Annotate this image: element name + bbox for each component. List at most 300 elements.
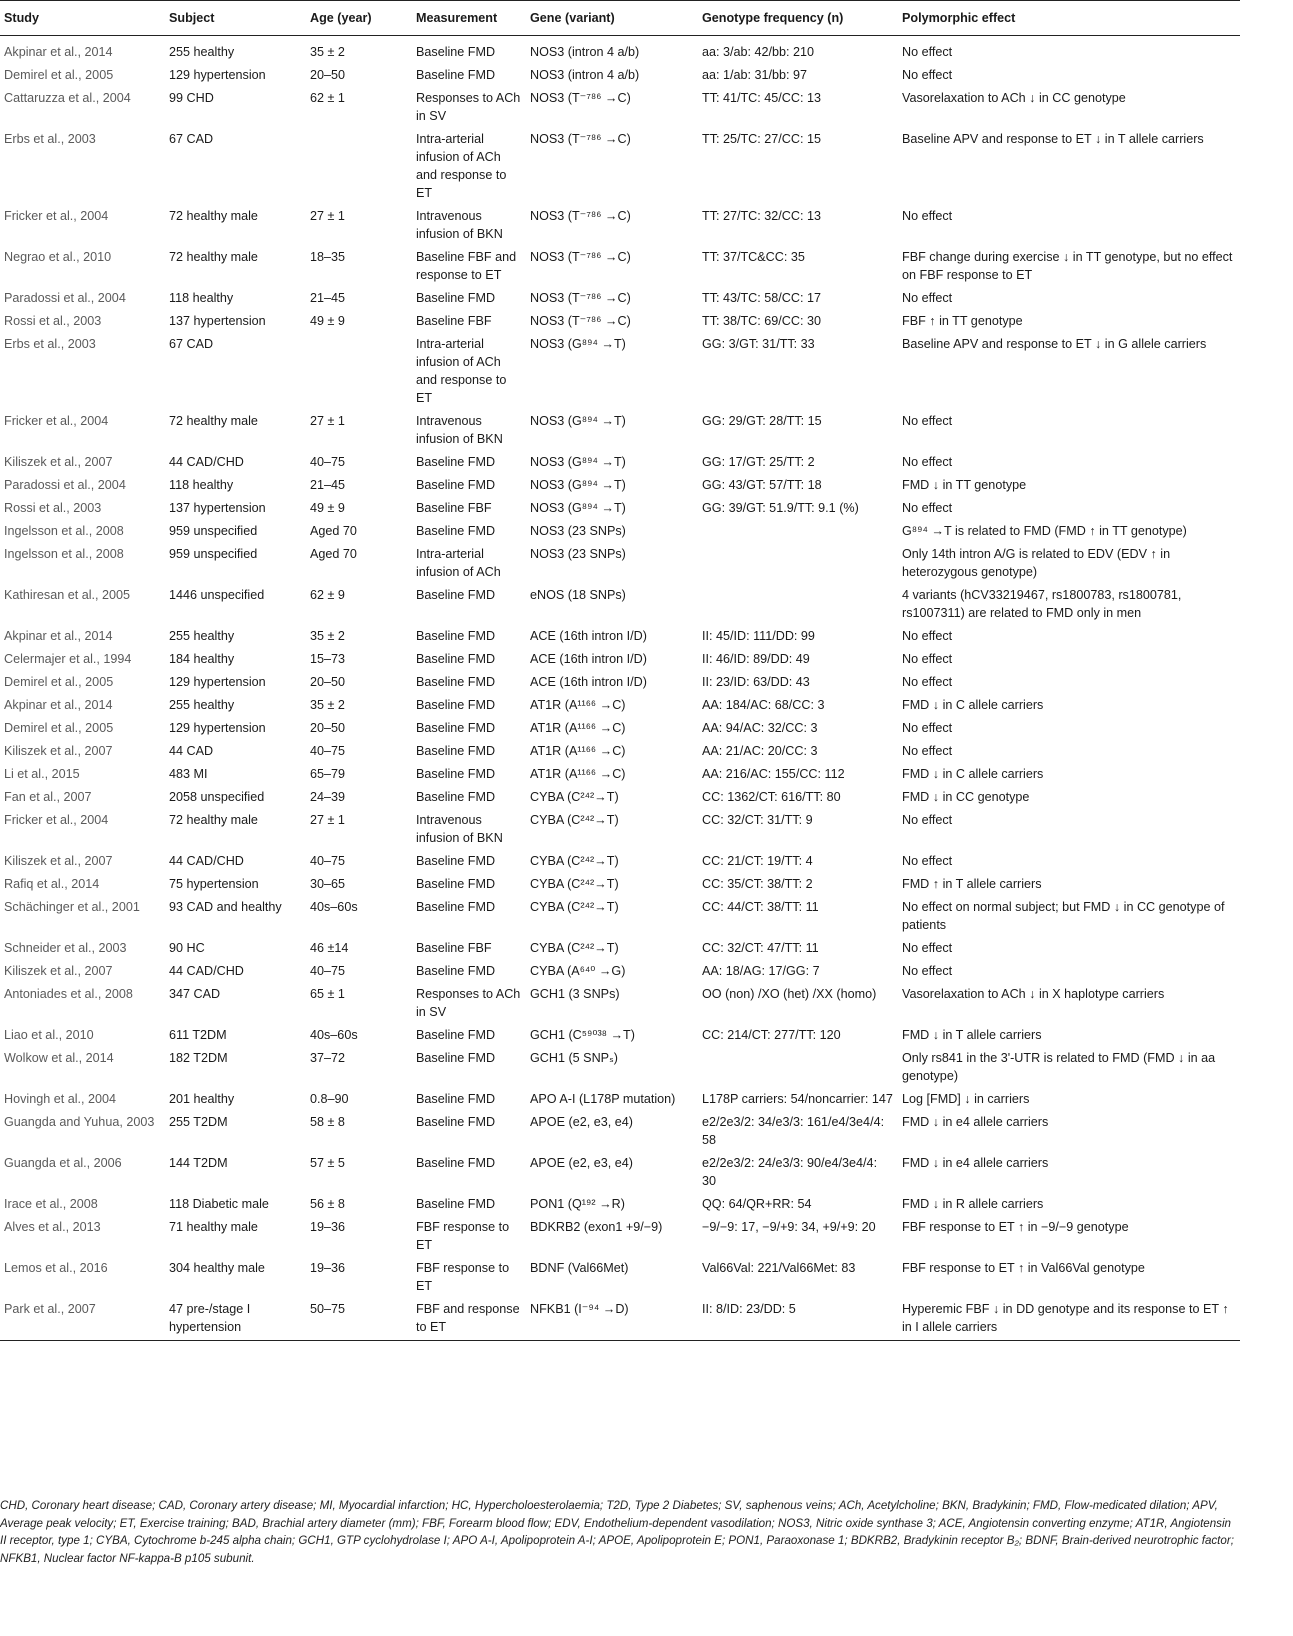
cell-age: 56 ± 8 [310,1197,345,1211]
cell-gene: ACE (16th intron I/D) [530,652,647,666]
cell-subject: 72 healthy male [169,250,258,264]
cell-polymorphic-effect: No effect [902,501,953,515]
cell-study: Paradossi et al., 2004 [4,478,126,492]
cell-subject: 44 CAD/CHD [169,854,244,868]
table-row [0,1024,1240,1047]
cell-measurement: Baseline FMD [416,767,496,781]
cell-age: 15–73 [310,652,346,666]
cell-subject: 137 hypertension [169,314,266,328]
cell-subject: 184 healthy [169,652,235,666]
cell-genotype-frequency: II: 45/ID: 111/DD: 99 [702,629,815,643]
cell-polymorphic-effect: No effect [902,414,953,428]
table-row [0,983,1240,1024]
cell-genotype-frequency [698,520,898,543]
table-row [0,287,1240,310]
cell-study: Kathiresan et al., 2005 [4,588,131,602]
cell-gene: NOS3 (intron 4 a/b) [530,45,640,59]
cell-age: 20–50 [310,68,346,82]
cell-measurement: Intravenous infusion of BKN [416,209,503,241]
cell-genotype-frequency: aa: 1/ab: 31/bb: 97 [702,68,808,82]
cell-subject: 182 T2DM [169,1051,228,1065]
cell-measurement: Baseline FBF [416,314,492,328]
cell-genotype-frequency [698,1047,898,1088]
table-footnote: CHD, Coronary heart disease; CAD, Coronary artery disease; MI, Myocardial infarction; HC, Hypercholoesterolaemia; T2D, Type 2 Diabetes; SV, saphenous veins; ACh, Acetylcholine; BKN, Bradykinin; FMD, Flow-medicated dilation; APV, Average peak velocity; ET, Exercise training; BAD, Brachial artery diameter (mm); FBF, Forearm blood flow; EDV, Endothelium-dependent vasodilation; NOS3, Nitric oxide synthase 3; ACE, Angiotensin converting enzyme; AT1R, Angiotensin II receptor, type 1; CYBA, Cytochrome b-245 alpha chain; GCH1, GTP cyclohydrolase I; APO A-I, Apolipoprotein A-I; APOE, Apolipoprotein E; PON1, Paraoxonase 1; BDKRB2, Bradykinin receptor B₂; BDNF, Brain-derived neurotrophic factor; NFKB1, Nuclear factor NF-kappa-B p105 subunit. [0,1499,1234,1565]
table-row [0,410,1240,451]
cell-polymorphic-effect: No effect [902,941,953,955]
cell-study: Schneider et al., 2003 [4,941,127,955]
cell-measurement: Baseline FMD [416,1051,496,1065]
cell-gene: APOE (e2, e3, e4) [530,1156,633,1170]
table-header [0,1,1240,36]
cell-age: 19–36 [310,1220,346,1234]
table-row [0,128,1240,205]
cell-subject: 72 healthy male [169,813,258,827]
cell-polymorphic-effect: FBF response to ET ↑ in Val66Val genotype [902,1261,1145,1275]
cell-study: Guangda and Yuhua, 2003 [4,1115,155,1129]
cell-subject: 129 hypertension [169,68,266,82]
cell-measurement: Intra-arterial infusion of ACh and response to ET [416,337,507,405]
cell-genotype-frequency [698,543,898,584]
cell-measurement: Baseline FMD [416,68,496,82]
cell-gene: CYBA (A⁶⁴⁰ →G) [530,964,626,978]
cell-gene: NOS3 (T⁻⁷⁸⁶ →C) [530,91,631,105]
table-row [0,850,1240,873]
cell-subject: 67 CAD [169,132,214,146]
cell-age: 49 ± 9 [310,501,345,515]
cell-subject: 483 MI [169,767,208,781]
cell-genotype-frequency: L178P carriers: 54/noncarrier: 147 [702,1092,893,1106]
cell-age: 65 ± 1 [310,987,345,1001]
cell-genotype-frequency: II: 23/ID: 63/DD: 43 [702,675,810,689]
cell-measurement: Responses to ACh in SV [416,987,521,1019]
table-row [0,648,1240,671]
cell-study: Fan et al., 2007 [4,790,92,804]
cell-age: 27 ± 1 [310,209,345,223]
cell-subject: 72 healthy male [169,414,258,428]
cell-polymorphic-effect: FMD ↓ in e4 allele carriers [902,1115,1049,1129]
cell-age: 35 ± 2 [310,698,345,712]
table-row [0,1047,1240,1088]
header-polymorphic-effect: Polymorphic effect [898,1,1240,36]
cell-polymorphic-effect: Hyperemic FBF ↓ in DD genotype and its response to ET ↑ in I allele carriers [898,1298,1240,1341]
cell-polymorphic-effect: FBF ↑ in TT genotype [902,314,1023,328]
cell-measurement: Baseline FBF [416,941,492,955]
cell-polymorphic-effect: FMD ↓ in CC genotype [902,790,1030,804]
header-age: Age (year) [306,1,412,36]
cell-measurement: Baseline FBF and response to ET [416,250,517,282]
cell-gene: AT1R (A¹¹⁶⁶ →C) [530,721,626,735]
cell-age: 57 ± 5 [310,1156,345,1170]
cell-genotype-frequency: AA: 216/AC: 155/CC: 112 [702,767,845,781]
cell-measurement: Baseline FMD [416,455,496,469]
cell-gene: NOS3 (intron 4 a/b) [530,68,640,82]
cell-study: Wolkow et al., 2014 [4,1051,114,1065]
cell-age: 37–72 [310,1051,346,1065]
cell-subject: 959 unspecified [169,547,258,561]
cell-study: Akpinar et al., 2014 [4,698,113,712]
cell-genotype-frequency: AA: 184/AC: 68/CC: 3 [702,698,825,712]
cell-subject: 1446 unspecified [169,588,265,602]
table-row [0,1152,1240,1193]
cell-genotype-frequency: aa: 3/ab: 42/bb: 210 [702,45,815,59]
cell-study: Antoniades et al., 2008 [4,987,133,1001]
cell-measurement: Baseline FMD [416,1115,496,1129]
table-row [0,937,1240,960]
cell-polymorphic-effect: No effect [902,964,953,978]
cell-study: Fricker et al., 2004 [4,414,109,428]
cell-measurement: Baseline FMD [416,524,496,538]
cell-study: Demirel et al., 2005 [4,721,114,735]
cell-study: Park et al., 2007 [0,1298,165,1341]
cell-study: Negrao et al., 2010 [4,250,112,264]
cell-measurement: Responses to ACh in SV [416,91,521,123]
cell-age: 65–79 [310,767,346,781]
cell-age: 40–75 [310,854,346,868]
cell-polymorphic-effect: Baseline APV and response to ET ↓ in T allele carriers [902,132,1204,146]
cell-polymorphic-effect: No effect [902,744,953,758]
cell-gene: PON1 (Q¹⁹² →R) [530,1197,625,1211]
table-row [0,520,1240,543]
cell-polymorphic-effect: No effect on normal subject; but FMD ↓ in CC genotype of patients [902,900,1225,932]
cell-genotype-frequency: AA: 94/AC: 32/CC: 3 [702,721,818,735]
cell-age: 40–75 [310,744,346,758]
cell-study: Li et al., 2015 [4,767,80,781]
cell-age: 49 ± 9 [310,314,345,328]
cell-study: Guangda et al., 2006 [4,1156,122,1170]
cell-measurement: Baseline FMD [416,45,496,59]
cell-gene: APOE (e2, e3, e4) [530,1115,633,1129]
cell-subject: 93 CAD and healthy [169,900,282,914]
table-row [0,873,1240,896]
cell-polymorphic-effect: FMD ↓ in TT genotype [902,478,1027,492]
cell-age: 40–75 [310,964,346,978]
cell-subject: 129 hypertension [169,721,266,735]
cell-study: Ingelsson et al., 2008 [4,547,124,561]
cell-study: Fricker et al., 2004 [4,813,109,827]
cell-subject: 255 healthy [169,45,235,59]
cell-study: Demirel et al., 2005 [4,68,114,82]
cell-subject: 118 healthy [169,478,234,492]
cell-subject: 47 pre-/stage I hypertension [165,1298,306,1341]
cell-gene: CYBA (C²⁴²→T) [530,877,619,891]
cell-measurement: Intravenous infusion of BKN [416,414,503,446]
cell-genotype-frequency: TT: 41/TC: 45/CC: 13 [702,91,821,105]
cell-subject: 959 unspecified [169,524,258,538]
cell-measurement: Baseline FMD [416,964,496,978]
cell-subject: 118 Diabetic male [169,1197,269,1211]
cell-genotype-frequency: CC: 32/CT: 31/TT: 9 [702,813,813,827]
cell-measurement: Baseline FMD [416,854,496,868]
cell-genotype-frequency: GG: 3/GT: 31/TT: 33 [702,337,815,351]
cell-gene: ACE (16th intron I/D) [530,675,647,689]
cell-study: Fricker et al., 2004 [4,209,109,223]
cell-genotype-frequency: CC: 1362/CT: 616/TT: 80 [702,790,841,804]
cell-genotype-frequency [698,584,898,625]
cell-age: 19–36 [310,1261,346,1275]
cell-study: Cattaruzza et al., 2004 [4,91,131,105]
cell-subject: 611 T2DM [169,1028,227,1042]
table-row [0,1216,1240,1257]
cell-gene: BDKRB2 (exon1 +9/−9) [530,1220,663,1234]
cell-study: Akpinar et al., 2014 [4,629,113,643]
cell-polymorphic-effect: No effect [902,68,953,82]
cell-measurement: Baseline FMD [416,698,496,712]
cell-genotype-frequency: −9/−9: 17, −9/+9: 34, +9/+9: 20 [702,1220,876,1234]
cell-polymorphic-effect: FBF response to ET ↑ in −9/−9 genotype [902,1220,1129,1234]
cell-subject: 201 healthy [169,1092,235,1106]
cell-gene: CYBA (C²⁴²→T) [530,790,619,804]
cell-polymorphic-effect: FMD ↓ in R allele carriers [902,1197,1044,1211]
cell-polymorphic-effect: No effect [902,652,953,666]
cell-genotype-frequency: GG: 29/GT: 28/TT: 15 [702,414,822,428]
table-row [0,763,1240,786]
cell-measurement: Baseline FBF [416,501,492,515]
table-row [0,451,1240,474]
cell-age: 27 ± 1 [310,813,345,827]
cell-gene: APO A-I (L178P mutation) [530,1092,676,1106]
cell-study: Alves et al., 2013 [4,1220,101,1234]
cell-measurement: Baseline FMD [416,721,496,735]
cell-subject: 90 HC [169,941,205,955]
cell-age: 24–39 [310,790,346,804]
cell-genotype-frequency: CC: 32/CT: 47/TT: 11 [702,941,819,955]
header-gene: Gene (variant) [526,1,698,36]
cell-gene: NOS3 (G⁸⁹⁴ →T) [530,478,626,492]
cell-gene: GCH1 (C⁵⁹⁰³⁸ →T) [530,1028,635,1042]
cell-genotype-frequency: CC: 21/CT: 19/TT: 4 [702,854,813,868]
table-row [0,694,1240,717]
cell-polymorphic-effect: Only 14th intron A/G is related to EDV (EDV ↑ in heterozygous genotype) [902,547,1171,579]
cell-study: Hovingh et al., 2004 [4,1092,117,1106]
cell-gene: NOS3 (23 SNPs) [530,547,626,561]
cell-subject: 347 CAD [169,987,221,1001]
cell-measurement: Baseline FMD [416,629,496,643]
table-row [0,1257,1240,1298]
cell-genotype-frequency: OO (non) /XO (het) /XX (homo) [702,987,877,1001]
cell-genotype-frequency: CC: 44/CT: 38/TT: 11 [702,900,819,914]
table-row [0,1088,1240,1111]
cell-subject: 75 hypertension [169,877,259,891]
cell-polymorphic-effect: Baseline APV and response to ET ↓ in G allele carriers [902,337,1207,351]
cell-measurement: FBF response to ET [416,1220,510,1252]
cell-age: 21–45 [310,478,346,492]
cell-genotype-frequency: e2/2e3/2: 24/e3/3: 90/e4/3e4/4: 30 [702,1156,878,1188]
cell-gene: AT1R (A¹¹⁶⁶ →C) [530,698,626,712]
cell-age: 46 ±14 [310,941,349,955]
cell-genotype-frequency: GG: 43/GT: 57/TT: 18 [702,478,822,492]
cell-polymorphic-effect: No effect [902,45,953,59]
table-row [0,497,1240,520]
cell-polymorphic-effect: No effect [902,854,953,868]
cell-measurement: Baseline FMD [416,877,496,891]
table-row [0,64,1240,87]
cell-genotype-frequency: AA: 21/AC: 20/CC: 3 [702,744,818,758]
table-row [0,740,1240,763]
cell-gene: NFKB1 (I⁻⁹⁴ →D) [526,1298,698,1341]
cell-age: 27 ± 1 [310,414,345,428]
cell-subject: 304 healthy male [169,1261,265,1275]
cell-study: Kiliszek et al., 2007 [4,854,113,868]
cell-gene: NOS3 (T⁻⁷⁸⁶ →C) [530,209,631,223]
cell-gene: BDNF (Val66Met) [530,1261,629,1275]
header-subject: Subject [165,1,306,36]
cell-gene: NOS3 (T⁻⁷⁸⁶ →C) [530,314,631,328]
cell-polymorphic-effect: No effect [902,813,953,827]
cell-gene: CYBA (C²⁴²→T) [530,813,619,827]
cell-age: 58 ± 8 [310,1115,345,1129]
cell-subject: 144 T2DM [169,1156,228,1170]
cell-study: Kiliszek et al., 2007 [4,964,113,978]
cell-polymorphic-effect: 4 variants (hCV33219467, rs1800783, rs1800781, rs1007311) are related to FMD only in men [902,588,1182,620]
cell-measurement: Intra-arterial infusion of ACh [416,547,501,579]
cell-gene: NOS3 (G⁸⁹⁴ →T) [530,414,626,428]
cell-gene: NOS3 (G⁸⁹⁴ →T) [530,337,626,351]
table-row [0,205,1240,246]
header-genotype-frequency: Genotype frequency (n) [698,1,898,36]
table-row [0,1298,1240,1341]
cell-genotype-frequency: AA: 18/AG: 17/GG: 7 [702,964,820,978]
cell-genotype-frequency: II: 46/ID: 89/DD: 49 [702,652,810,666]
cell-polymorphic-effect: No effect [902,291,953,305]
cell-measurement: FBF and response to ET [412,1298,526,1341]
cell-subject: 71 healthy male [169,1220,258,1234]
cell-study: Rossi et al., 2003 [4,501,102,515]
cell-polymorphic-effect: No effect [902,455,953,469]
table-row [0,786,1240,809]
table-row [0,625,1240,648]
cell-polymorphic-effect: Vasorelaxation to ACh ↓ in X haplotype carriers [902,987,1165,1001]
table-row [0,36,1240,64]
cell-measurement: Baseline FMD [416,1156,496,1170]
cell-polymorphic-effect: FMD ↓ in T allele carriers [902,1028,1042,1042]
cell-genotype-frequency: CC: 35/CT: 38/TT: 2 [702,877,813,891]
cell-age: 20–50 [310,675,346,689]
cell-subject: 44 CAD/CHD [169,964,244,978]
cell-study: Erbs et al., 2003 [4,132,96,146]
cell-subject: 255 T2DM [169,1115,228,1129]
cell-polymorphic-effect: Only rs841 in the 3'-UTR is related to FMD (FMD ↓ in aa genotype) [902,1051,1216,1083]
table-row [0,584,1240,625]
cell-polymorphic-effect: G⁸⁹⁴ →T is related to FMD (FMD ↑ in TT genotype) [902,524,1187,538]
table-row [0,809,1240,850]
cell-polymorphic-effect: FMD ↑ in T allele carriers [902,877,1042,891]
table-row [0,671,1240,694]
cell-genotype-frequency: Val66Val: 221/Val66Met: 83 [702,1261,856,1275]
cell-subject: 137 hypertension [169,501,266,515]
cell-study: Kiliszek et al., 2007 [4,744,113,758]
cell-measurement: Baseline FMD [416,790,496,804]
cell-polymorphic-effect: FMD ↓ in C allele carriers [902,698,1044,712]
cell-study: Erbs et al., 2003 [4,337,96,351]
cell-measurement: Baseline FMD [416,900,496,914]
cell-polymorphic-effect: FBF change during exercise ↓ in TT genotype, but no effect on FBF response to ET [902,250,1233,282]
cell-polymorphic-effect: No effect [902,629,953,643]
cell-measurement: Intra-arterial infusion of ACh and response to ET [416,132,507,200]
cell-study: Demirel et al., 2005 [4,675,114,689]
cell-gene: CYBA (C²⁴²→T) [530,900,619,914]
cell-genotype-frequency: CC: 214/CT: 277/TT: 120 [702,1028,841,1042]
table-row [0,960,1240,983]
cell-genotype-frequency: TT: 25/TC: 27/CC: 15 [702,132,821,146]
cell-genotype-frequency: TT: 38/TC: 69/CC: 30 [702,314,821,328]
cell-measurement: FBF response to ET [416,1261,510,1293]
cell-genotype-frequency: TT: 37/TC&CC: 35 [702,250,805,264]
cell-age [306,128,412,205]
cell-subject: 44 CAD [169,744,214,758]
cell-age: 40s–60s [310,900,358,914]
cell-study: Rossi et al., 2003 [4,314,102,328]
cell-age: 50–75 [306,1298,412,1341]
cell-genotype-frequency: GG: 17/GT: 25/TT: 2 [702,455,815,469]
cell-gene: CYBA (C²⁴²→T) [530,854,619,868]
table-row [0,333,1240,410]
cell-genotype-frequency: GG: 39/GT: 51.9/TT: 9.1 (%) [702,501,859,515]
cell-gene: NOS3 (23 SNPs) [530,524,626,538]
cell-measurement: Baseline FMD [416,1028,496,1042]
cell-age: 20–50 [310,721,346,735]
table-row [0,246,1240,287]
cell-measurement: Baseline FMD [416,675,496,689]
cell-gene: AT1R (A¹¹⁶⁶ →C) [530,744,626,758]
cell-gene: NOS3 (T⁻⁷⁸⁶ →C) [530,132,631,146]
cell-gene: eNOS (18 SNPs) [530,588,626,602]
cell-gene: ACE (16th intron I/D) [530,629,647,643]
cell-subject: 118 healthy [169,291,234,305]
cell-subject: 99 CHD [169,91,214,105]
cell-genotype-frequency: TT: 27/TC: 32/CC: 13 [702,209,821,223]
cell-study: Celermajer et al., 1994 [4,652,132,666]
table-row [0,474,1240,497]
cell-gene: CYBA (C²⁴²→T) [530,941,619,955]
table-row [0,1111,1240,1152]
cell-genotype-frequency: II: 8/ID: 23/DD: 5 [698,1298,898,1341]
cell-subject: 44 CAD/CHD [169,455,244,469]
cell-study: Liao et al., 2010 [4,1028,94,1042]
header-study: Study [0,1,165,36]
cell-polymorphic-effect: No effect [902,675,953,689]
cell-age: 18–35 [310,250,346,264]
cell-subject: 255 healthy [169,698,235,712]
cell-measurement: Baseline FMD [416,478,496,492]
cell-age: Aged 70 [310,547,357,561]
cell-age: 62 ± 1 [310,91,345,105]
cell-polymorphic-effect: Vasorelaxation to ACh ↓ in CC genotype [902,91,1126,105]
cell-polymorphic-effect: FMD ↓ in e4 allele carriers [902,1156,1049,1170]
cell-polymorphic-effect: No effect [902,209,953,223]
cell-measurement: Baseline FMD [416,744,496,758]
cell-gene: GCH1 (3 SNPs) [530,987,620,1001]
cell-measurement: Baseline FMD [416,588,496,602]
cell-subject: 129 hypertension [169,675,266,689]
table-row [0,717,1240,740]
cell-study: Lemos et al., 2016 [4,1261,108,1275]
header-row [0,1,1240,36]
header-measurement: Measurement [412,1,526,36]
cell-measurement: Baseline FMD [416,291,496,305]
table-row [0,1193,1240,1216]
cell-study: Kiliszek et al., 2007 [4,455,113,469]
table-row [0,543,1240,584]
cell-measurement: Intravenous infusion of BKN [416,813,503,845]
cell-genotype-frequency: e2/2e3/2: 34/e3/3: 161/e4/3e4/4: 58 [702,1115,885,1147]
cell-genotype-frequency: QQ: 64/QR+RR: 54 [702,1197,812,1211]
cell-subject: 255 healthy [169,629,235,643]
cell-subject: 2058 unspecified [169,790,265,804]
cell-study: Schächinger et al., 2001 [4,900,140,914]
cell-gene: NOS3 (G⁸⁹⁴ →T) [530,501,626,515]
cell-study: Akpinar et al., 2014 [4,45,113,59]
cell-polymorphic-effect: FMD ↓ in C allele carriers [902,767,1044,781]
